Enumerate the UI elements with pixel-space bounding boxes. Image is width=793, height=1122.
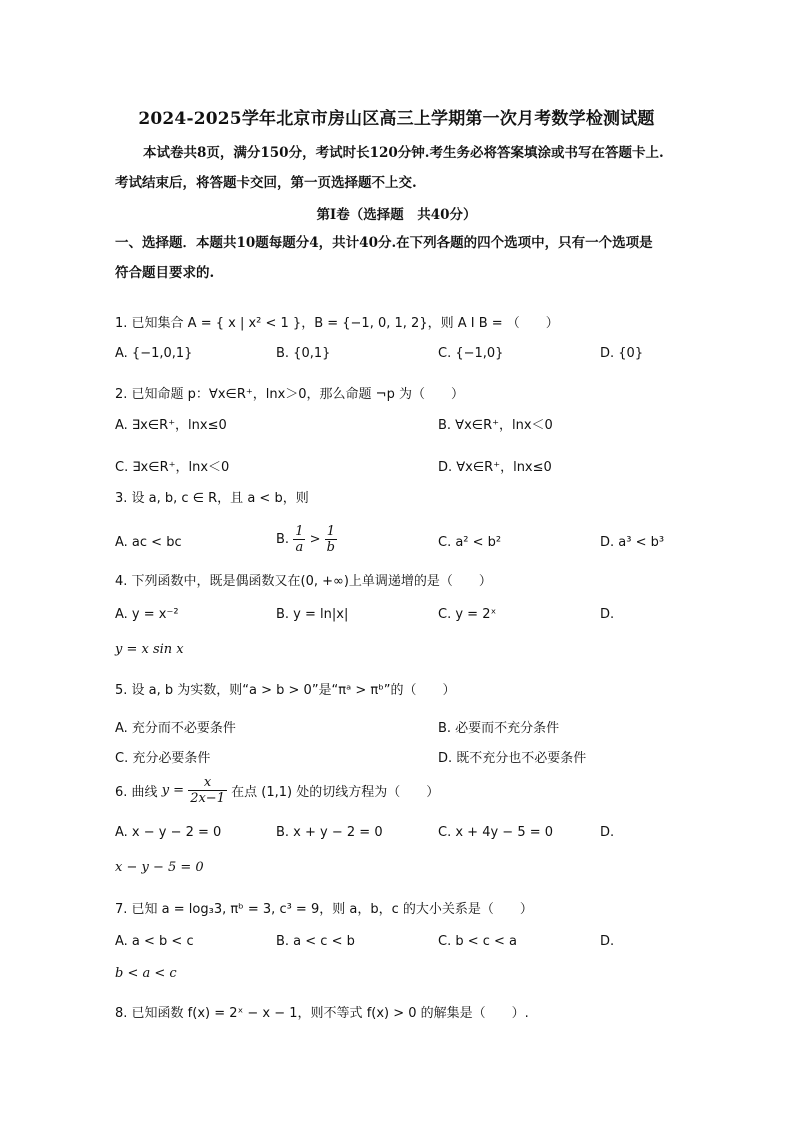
q1-option-d[interactable]: D. {0} — [600, 346, 644, 361]
q6-y-equals: y = — [161, 783, 185, 798]
q6-option-c[interactable]: C. x + 4y − 5 = 0 — [438, 825, 554, 840]
q4-option-d-content: y = x sin x — [115, 642, 184, 657]
q7-option-b[interactable]: B. a < c < b — [276, 934, 355, 949]
relation-symbol: > — [309, 532, 321, 547]
q6-option-a[interactable]: A. x − y − 2 = 0 — [115, 825, 222, 840]
q5-option-c[interactable]: C. 充分必要条件 — [115, 751, 211, 766]
q3-option-c[interactable]: C. a² < b² — [438, 535, 502, 550]
q3-option-b-label: B. — [276, 532, 290, 547]
instructions-line-2: 考试结束后，将答题卡交回，第一页选择题不上交. — [115, 175, 417, 191]
q7-option-a[interactable]: A. a < b < c — [115, 934, 194, 949]
q7-option-c[interactable]: C. b < c < a — [438, 934, 518, 949]
q6-option-b[interactable]: B. x + y − 2 = 0 — [276, 825, 383, 840]
fraction-1-over-a: $\frac{1}{a}$ — [295, 524, 304, 555]
q3-option-b[interactable] — [276, 524, 337, 555]
question-6-stem — [115, 775, 439, 806]
q3-option-a[interactable]: A. ac < bc — [115, 535, 182, 550]
question-8-stem: 8. 已知函数 f(x) = 2ˣ − x − 1，则不等式 f(x) > 0 的解集是（ ）. — [115, 1006, 529, 1021]
q5-option-a[interactable]: A. 充分而不必要条件 — [115, 721, 236, 736]
q6-fraction: $\frac{x}{2x-1}$ — [190, 775, 225, 806]
section-heading — [115, 228, 715, 288]
q2-option-a[interactable]: A. ∃x∈R⁺，lnx≤0 — [115, 418, 227, 433]
q5-option-b[interactable]: B. 必要而不充分条件 — [438, 721, 560, 736]
q1-option-b[interactable]: B. {0,1} — [276, 346, 331, 361]
q4-option-a[interactable]: A. y = x⁻² — [115, 607, 179, 622]
q1-option-a[interactable]: A. {−1,0,1} — [115, 346, 193, 361]
exam-title: 2024-2025学年北京市房山区高三上学期第一次月考数学检测试题 — [138, 109, 655, 129]
q7-option-d-content: b < a < c — [115, 966, 177, 981]
q2-option-b[interactable]: B. ∀x∈R⁺，lnx＜0 — [438, 418, 553, 433]
q2-option-d[interactable]: D. ∀x∈R⁺，lnx≤0 — [438, 460, 552, 475]
q4-option-d[interactable]: D. — [600, 607, 615, 622]
q5-option-d[interactable]: D. 既不充分也不必要条件 — [438, 751, 587, 766]
question-3-stem: 3. 设 a, b, c ∈ R，且 a < b，则 — [115, 491, 309, 506]
question-7-stem: 7. 已知 a = log₃3, πᵇ = 3, c³ = 9，则 a，b，c 的大小关系是（ ） — [115, 902, 533, 917]
question-2-stem: 2. 已知命题 p：∀x∈R⁺，lnx＞0，那么命题 ¬p 为（ ） — [115, 387, 464, 402]
q6-stem-prefix: 6. 曲线 — [115, 785, 158, 800]
section-line-2: 符合题目要求的. — [115, 265, 215, 281]
question-5-stem: 5. 设 a, b 为实数，则“a > b > 0”是“πᵃ > πᵇ”的（ ） — [115, 683, 456, 698]
q4-option-b[interactable]: B. y = ln|x| — [276, 607, 349, 622]
q6-stem-suffix: 在点 (1,1) 处的切线方程为（ ） — [231, 785, 440, 800]
question-1-stem: 1. 已知集合 A = { x | x² < 1 }，B = {−1, 0, 1, 2}，则 A I B = （ ） — [115, 316, 559, 331]
fraction-1-over-b: $\frac{1}{b}$ — [326, 524, 335, 555]
q1-option-c[interactable]: C. {−1,0} — [438, 346, 504, 361]
q7-option-d[interactable]: D. — [600, 934, 615, 949]
q6-option-d[interactable]: D. — [600, 825, 615, 840]
exam-instructions — [115, 138, 715, 198]
question-4-stem: 4. 下列函数中，既是偶函数又在(0, +∞)上单调递增的是（ ） — [115, 574, 492, 589]
instructions-line-1: 本试卷共8页，满分150分，考试时长120分钟.考生务必将答案填涂或书写在答题卡上. — [143, 145, 664, 161]
q4-option-c[interactable]: C. y = 2ˣ — [438, 607, 497, 622]
section-line-1: 一、选择题．本题共10题每题分4，共计40分.在下列各题的四个选项中，只有一个选项是 — [115, 235, 653, 251]
q3-option-d[interactable]: D. a³ < b³ — [600, 535, 665, 550]
q6-option-d-content: x − y − 5 = 0 — [115, 860, 204, 875]
part-heading: 第I卷（选择题 共40分） — [316, 207, 477, 223]
q2-option-c[interactable]: C. ∃x∈R⁺，lnx＜0 — [115, 460, 230, 475]
